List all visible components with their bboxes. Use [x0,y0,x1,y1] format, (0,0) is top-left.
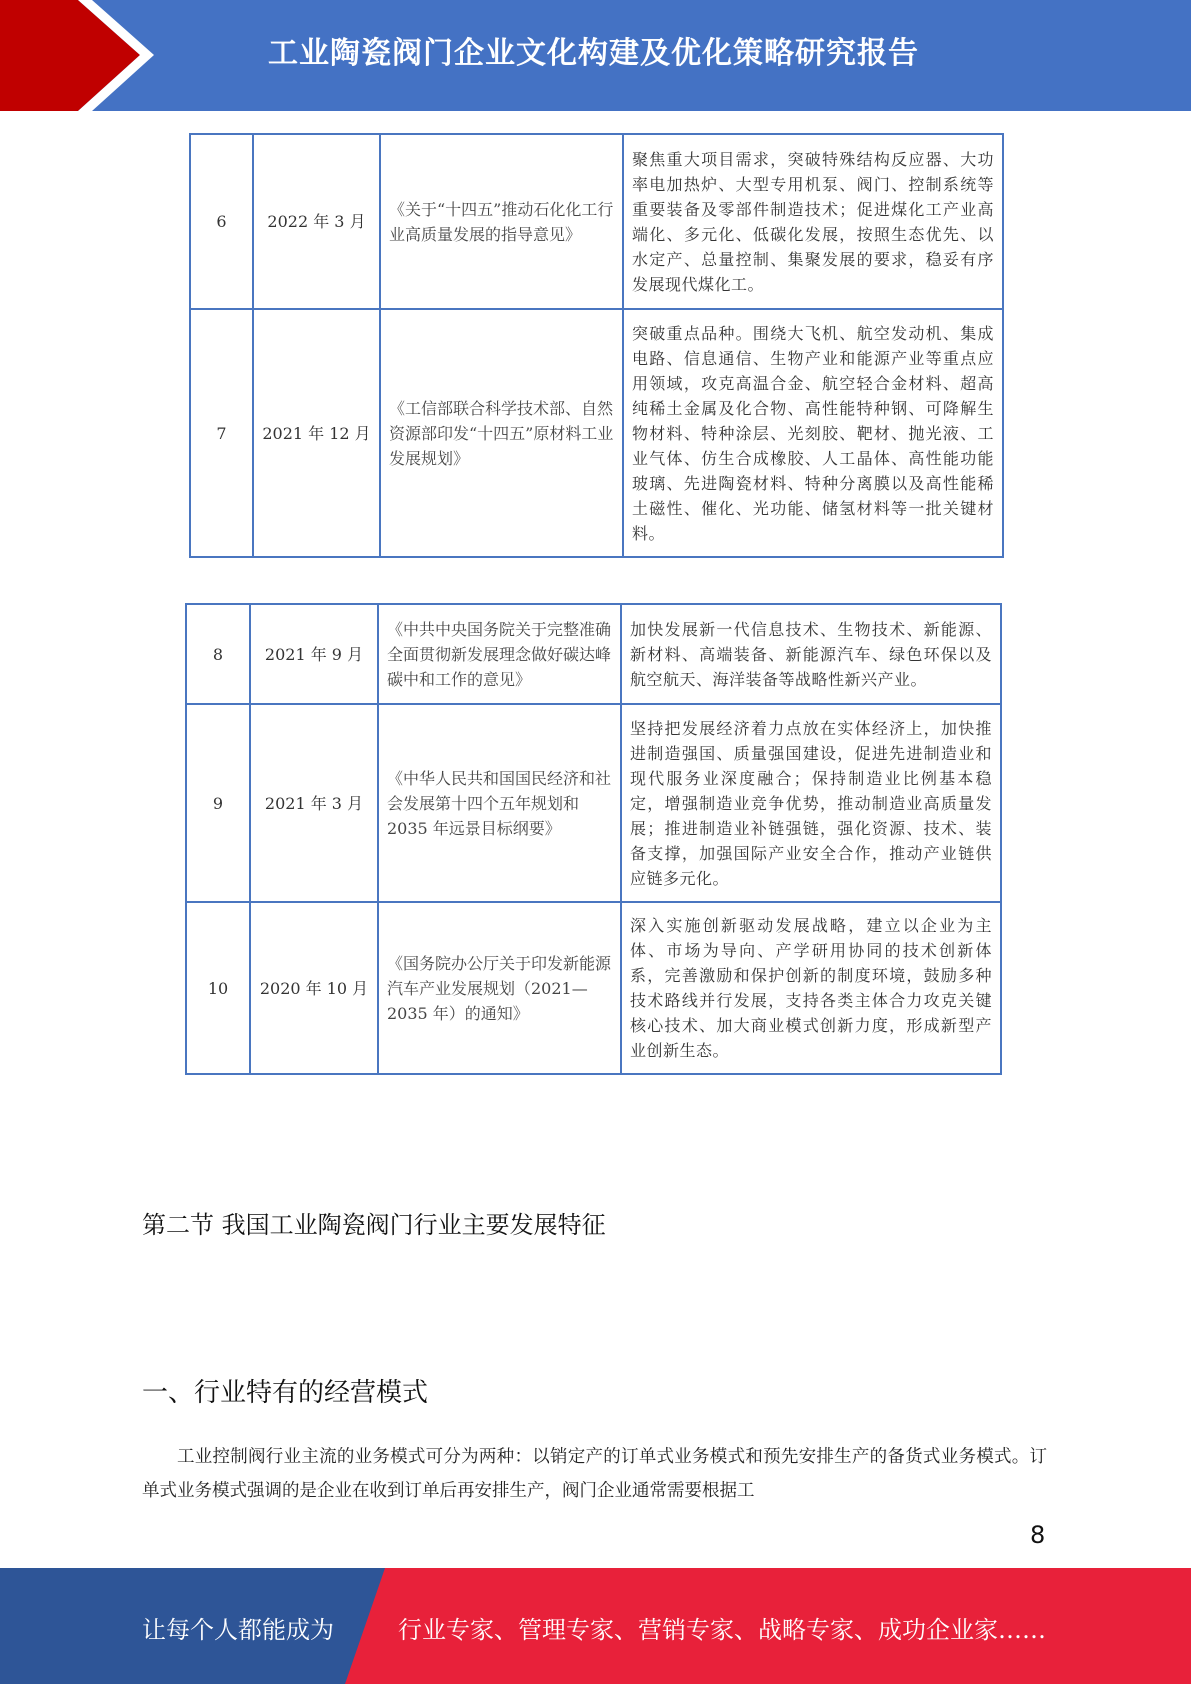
body-paragraph: 工业控制阀行业主流的业务模式可分为两种：以销定产的订单式业务模式和预先安排生产的备货式业务模式。订单式业务模式强调的是企业在收到订单后再安排生产，阀门企业通常需要根据工 [142,1447,1047,1501]
table-row [190,134,1003,309]
row-date: 2021 年 12 月 [253,309,380,557]
row-description: 加快发展新一代信息技术、生物技术、新能源、新材料、高端装备、新能源汽车、绿色环保以及航空航天、海洋装备等战略性新兴产业。 [621,604,1001,704]
row-number: 8 [186,604,250,704]
policy-table-part-1 [189,133,1004,558]
page-number: 8 [1030,1521,1046,1549]
policy-table-part-2 [185,603,1002,1075]
table-row [186,902,1001,1074]
report-title: 工业陶瓷阀门企业文化构建及优化策略研究报告 [268,36,919,71]
footer-slogan-right: 行业专家、管理专家、营销专家、战略专家、成功企业家…… [398,1616,1046,1644]
row-date: 2020 年 10 月 [250,902,378,1074]
row-document: 《国务院办公厅关于印发新能源汽车产业发展规划（2021—2035 年）的通知》 [378,902,621,1074]
page-header [0,0,1191,111]
section-heading: 第二节 我国工业陶瓷阀门行业主要发展特征 [142,1211,606,1239]
row-date: 2021 年 9 月 [250,604,378,704]
row-document: 《中共中央国务院关于完整准确全面贯彻新发展理念做好碳达峰碳中和工作的意见》 [378,604,621,704]
sub-heading: 一、行业特有的经营模式 [142,1378,429,1408]
row-document: 《中华人民共和国国民经济和社会发展第十四个五年规划和 2035 年远景目标纲要》 [378,704,621,902]
row-description: 坚持把发展经济着力点放在实体经济上，加快推进制造强国、质量强国建设，促进先进制造业和现代服务业深度融合；保持制造业比例基本稳定，增强制造业竞争优势，推动制造业高质量发展；推进制造业补链强链，强化资源、技术、装备支撑，加强国际产业安全合作，推动产业链供应链多元化。 [621,704,1001,902]
row-description: 深入实施创新驱动发展战略，建立以企业为主体、市场为导向、产学研用协同的技术创新体系，完善激励和保护创新的制度环境，鼓励多种技术路线并行发展，支持各类主体合力攻克关键核心技术、加大商业模式创新力度，形成新型产业创新生态。 [621,902,1001,1074]
row-number: 9 [186,704,250,902]
row-date: 2022 年 3 月 [253,134,380,309]
row-date: 2021 年 3 月 [250,704,378,902]
row-number: 10 [186,902,250,1074]
row-document: 《关于“十四五”推动石化化工行业高质量发展的指导意见》 [380,134,623,309]
row-document: 《工信部联合科学技术部、自然资源部印发“十四五”原材料工业发展规划》 [380,309,623,557]
red-chevron [0,0,140,111]
row-description: 突破重点品种。围绕大飞机、航空发动机、集成电路、信息通信、生物产业和能源产业等重点应用领域，攻克高温合金、航空轻合金材料、超高纯稀土金属及化合物、高性能特种钢、可降解生物材料、特种涂层、光刻胶、靶材、抛光液、工业气体、仿生合成橡胶、人工晶体、高性能功能玻璃、先进陶瓷材料、特种分离膜以及高性能稀土磁性、催化、光功能、储氢材料等一批关键材料。 [623,309,1003,557]
table-row [190,309,1003,557]
table-row [186,704,1001,902]
table-row [186,604,1001,704]
page-footer [0,1568,1191,1684]
row-description: 聚焦重大项目需求，突破特殊结构反应器、大功率电加热炉、大型专用机泵、阀门、控制系统等重要装备及零部件制造技术；促进煤化工产业高端化、多元化、低碳化发展，按照生态优先、以水定产、总量控制、集聚发展的要求，稳妥有序发展现代煤化工。 [623,134,1003,309]
row-number: 6 [190,134,253,309]
footer-slogan-left: 让每个人都能成为 [142,1616,334,1644]
row-number: 7 [190,309,253,557]
